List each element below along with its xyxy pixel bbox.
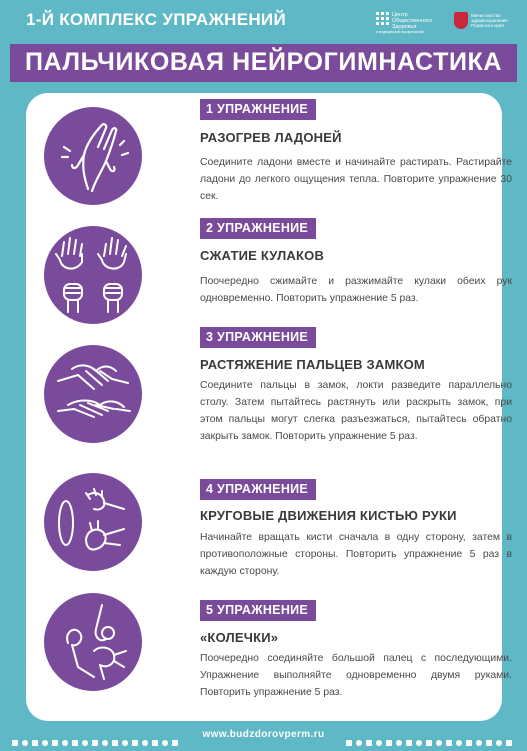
- fists-icon: [44, 226, 142, 324]
- decorative-dots-right: [346, 733, 516, 741]
- exercise-2-text: Поочередно сжимайте и разжимайте кулаки обеих рук одновременно. Повторить упражнение 5 раз.: [200, 276, 512, 304]
- exercise-5-title: «КОЛЕЧКИ»: [200, 630, 279, 645]
- finger-rings-icon: [44, 593, 142, 691]
- exercise-4-text: Начинайте вращать кисти сначала в одну сторону, затем в противоположные стороны. Повторить упражнение 5 раз в каждую сторону.: [200, 532, 512, 577]
- exercise-2-badge: 2 УПРАЖНЕНИЕ: [200, 218, 316, 239]
- exercise-1-title: РАЗОГРЕВ ЛАДОНЕЙ: [200, 130, 342, 145]
- exercise-4-badge: 4 УПРАЖНЕНИЕ: [200, 479, 316, 500]
- website-link[interactable]: www.budzdorovperm.ru: [202, 729, 325, 740]
- title-banner: [10, 44, 517, 82]
- banner-title: ПАЛЬЧИКОВАЯ НЕЙРОГИМНАСТИКА: [24, 48, 503, 76]
- exercise-5-badge: 5 УПРАЖНЕНИЕ: [200, 600, 316, 621]
- exercise-1-text: Соедините ладони вместе и начинайте растирать. Растирайте ладони до легкого ощущения тепла. Повторите упражнение 30 сек.: [200, 157, 512, 202]
- exercise-card: [26, 93, 512, 721]
- palms-rubbing-icon: [44, 107, 142, 205]
- exercise-4-title: КРУГОВЫЕ ДВИЖЕНИЯ КИСТЬЮ РУКИ: [200, 508, 457, 523]
- coat-of-arms-icon: [454, 12, 468, 29]
- locked-fingers-icon: [44, 345, 142, 443]
- wrist-rotation-icon: [44, 473, 142, 571]
- exercise-3-text: Соедините пальцы в замок, локти разведите параллельно столу. Затем пытайтесь растянуть или раскрыть замок, при этом пальцы могут слегка разъезжаться, пытайтесь обратно закрыть замок. Повторить упражнение 5 раз.: [200, 380, 512, 442]
- exercise-2-title: СЖАТИЕ КУЛАКОВ: [200, 248, 325, 263]
- ministry-logo: [454, 12, 520, 38]
- grid-logo-icon: [376, 12, 390, 26]
- exercise-5-text: Поочередно соединяйте большой палец с последующими. Упражнение выполняйте одновременно двумя руками. Повторить упражнение 5 раз.: [200, 653, 512, 698]
- complex-title: 1-Й КОМПЛЕКС УПРАЖНЕНИЙ: [26, 10, 286, 29]
- logo1-text: Центр Общественного Здоровья: [392, 12, 433, 30]
- logo2-text: Министерство здравоохранения Пермского края: [471, 13, 508, 28]
- exercise-1-badge: 1 УПРАЖНЕНИЕ: [200, 99, 316, 120]
- logo1-subtext: и медицинской профилактики: [376, 30, 425, 34]
- exercise-3-title: РАСТЯЖЕНИЕ ПАЛЬЦЕВ ЗАМКОМ: [200, 357, 425, 372]
- public-health-center-logo: [376, 12, 446, 38]
- exercise-3-badge: 3 УПРАЖНЕНИЕ: [200, 327, 316, 348]
